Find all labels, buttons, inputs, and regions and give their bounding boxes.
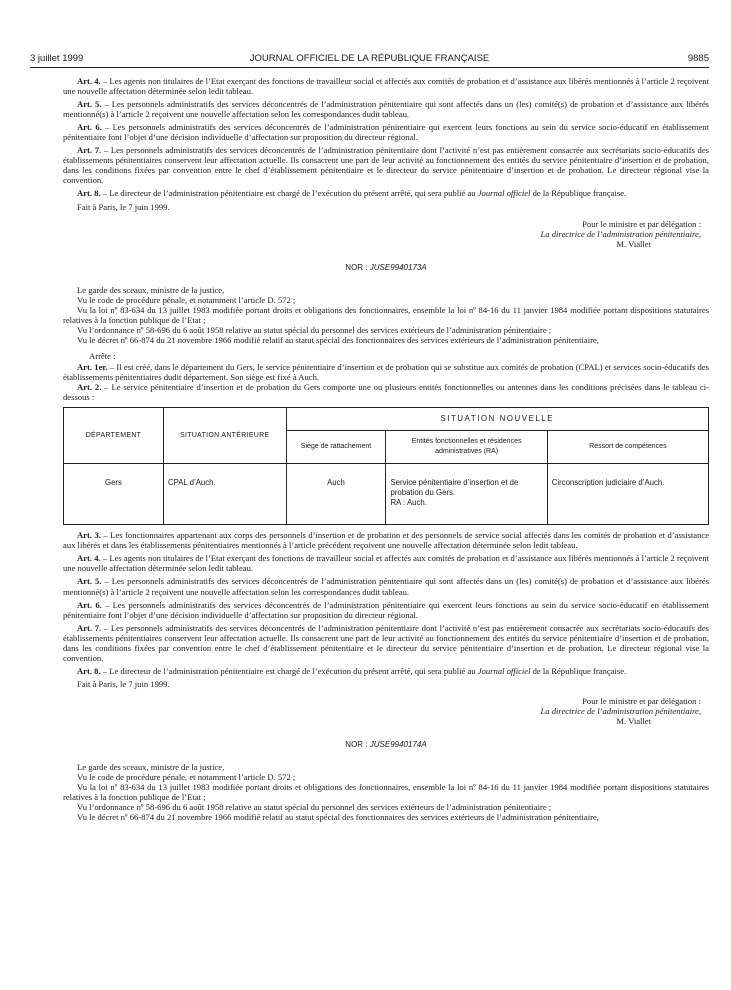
article-5: Art. 5. – Les personnels administratifs des services déconcentrés de l’administration pénitentiaire qui sont affectés dans un (les) comité(s) de probation et d’assistance aux libérés mentionné(s) à l’article 2 reçoivent une nouvelle affectation selon les correspondances dudit tableau. <box>63 99 710 120</box>
article-3: Art. 3. – Les fonctionnaires appartenant aux corps des personnels d’insertion et de probation et des personnels de service social affectés dans les comités de probation et d’assistance aux libérés et dans les établissements pénitentiaires mentionnés à l’article précédent reçoivent une nouvelle affectation déterminée selon ledit tableau. <box>63 530 710 551</box>
col-entites: Entités fonctionnelles et résidences administratives (RA) <box>386 431 547 464</box>
visa-ordonnance: Vu l’ordonnance nº 58-696 du 6 août 1958 relative au statut spécial du personnel des services extérieurs de l’administration pénitentiaire ; <box>77 802 552 813</box>
situation-table <box>63 407 709 525</box>
visa-minister: Le garde des sceaux, ministre de la justice, <box>77 762 225 773</box>
col-situation-nouvelle: SITUATION NOUVELLE <box>286 408 708 431</box>
arrete-heading: Arrête : <box>89 351 116 362</box>
cell-ressort: Circonscription judiciaire d’Auch. <box>547 464 708 525</box>
article-1: Art. 1er. – Il est créé, dans le département du Gers, le service pénitentiaire d’insertion et de probation qui se substitue aux comités de probation (CPAL) et services socio-éducatifs des établissements pénitentiaires dudit département. Son siège est fixé à Auch. <box>63 362 710 383</box>
header-rule <box>30 67 709 68</box>
signature-date: Fait à Paris, le 7 juin 1999. <box>77 201 170 212</box>
header-page-number: 9885 <box>687 53 709 64</box>
visa-loi: Vu la loi nº 83-634 du 13 juillet 1983 modifiée portant droits et obligations des fonctionnaires, ensemble la loi nº 84-16 du 11 janvier 1984 modifiée portant dispositions statutaires relatives à la fonction publique de l’Etat ; <box>63 304 709 325</box>
article-4: Art. 4. – Les agents non titulaires de l’Etat exerçant des fonctions de travailleur social et affectés aux comités de probation et d’assistance aux libérés mentionnés à l’article 2 reçoivent une nouvelle affectation déterminée selon ledit tableau. <box>63 553 710 574</box>
col-departement: DÉPARTEMENT <box>64 408 164 464</box>
cell-siege: Auch <box>286 464 386 525</box>
signature-block: Pour le ministre et par délégation : La directrice de l’administration pénitentiaire, M. Viallet <box>63 219 709 249</box>
visa-ordonnance: Vu l’ordonnance nº 58-696 du 6 août 1958 relative au statut spécial du personnel des services extérieurs de l’administration pénitentiaire ; <box>77 324 552 335</box>
col-siege: Siège de rattachement <box>286 431 386 464</box>
nor-reference: NOR : JUSE9940174A <box>345 740 427 750</box>
cell-departement: Gers <box>64 464 164 525</box>
document-body <box>63 70 709 822</box>
page-header <box>30 53 709 67</box>
signatory-name: M. Viallet <box>616 238 651 249</box>
visa-loi: Vu la loi nº 83-634 du 13 juillet 1983 modifiée portant droits et obligations des fonctionnaires, ensemble la loi nº 84-16 du 11 janvier 1984 modifiée portant dispositions statutaires relatives à la fonction publique de l’Etat ; <box>63 782 709 803</box>
visa-code: Vu le code de procédure pénale, et notamment l’article D. 572 ; <box>77 294 296 305</box>
col-situation-anterieure: SITUATION ANTÉRIEURE <box>163 408 286 464</box>
nor-reference: NOR : JUSE9940173A <box>345 262 427 272</box>
col-ressort: Ressort de compétences <box>547 431 708 464</box>
article-8: Art. 8. – Le directeur de l’administration pénitentiaire est chargé de l’exécution du présent arrêté, qui sera publié au Journal officiel de la République française. <box>77 188 627 199</box>
header-date: 3 juillet 1999 <box>30 53 84 64</box>
visa-decret: Vu le décret nº 66-874 du 21 novembre 1966 modifié relatif au statut spécial des fonctionnaires des services extérieurs de l’administration pénitentiaire, <box>77 812 599 823</box>
article-5: Art. 5. – Les personnels administratifs des services déconcentrés de l’administration pénitentiaire qui sont affectés dans un (les) comité(s) de probation et d’assistance aux libérés mentionné(s) à l’article 2 reçoivent une nouvelle affectation selon les correspondances dudit tableau. <box>63 576 710 597</box>
visa-decret: Vu le décret nº 66-874 du 21 novembre 1966 modifié relatif au statut spécial des fonctionnaires des services extérieurs de l’administration pénitentiaire, <box>77 334 599 345</box>
article-8: Art. 8. – Le directeur de l’administration pénitentiaire est chargé de l’exécution du présent arrêté, qui sera publié au Journal officiel de la République française. <box>77 665 627 676</box>
signatory-name: M. Viallet <box>616 716 651 727</box>
cell-anterieure: CPAL d’Auch. <box>163 464 286 525</box>
cell-entites: Service pénitentiaire d’insertion et de probation du Gers. RA : Auch. <box>386 464 547 525</box>
table-row <box>64 464 709 525</box>
article-6: Art. 6. – Les personnels administratifs des services déconcentrés de l’administration pénitentiaire qui exercent leurs fonctions au sein du service socio-éducatif en établissement pénitentiaire font l’objet d’une décision individuelle d’affectation sur proposition du directeur régional. <box>63 599 709 620</box>
article-6: Art. 6. – Les personnels administratifs des services déconcentrés de l’administration pénitentiaire qui exercent leurs fonctions au sein du service socio-éducatif en établissement pénitentiaire font l’objet d’une décision individuelle d’affectation sur proposition du directeur régional. <box>63 122 709 143</box>
article-7: Art. 7. – Les personnels administratifs des services déconcentrés de l’administration pénitentiaire dont l’activité n’est pas entièrement consacrée aux secrétariats socio-éducatifs des établissements pénitentiaires conservent leur affectation actuelle. Ils consacrent une part de leur activité au fonctionnement des entités du service pénitentiaire d’insertion et de probation, dans les conditions fixées par convention entre le chef d’établissement pénitentiaire et le directeur du service pénitentiaire d’insertion et de probation. Le directeur régional vise la convention. <box>63 622 709 663</box>
article-4: Art. 4. – Les agents non titulaires de l’Etat exerçant des fonctions de travailleur social et affectés aux comités de probation et d’assistance aux libérés mentionnés à l’article 2 reçoivent une nouvelle affectation déterminée selon ledit tableau. <box>63 76 710 97</box>
signature-date: Fait à Paris, le 7 juin 1999. <box>77 678 170 689</box>
header-journal-title: JOURNAL OFFICIEL DE LA RÉPUBLIQUE FRANÇAISE <box>249 53 490 64</box>
article-7: Art. 7. – Les personnels administratifs des services déconcentrés de l’administration pénitentiaire dont l’activité n’est pas entièrement consacrée aux secrétariats socio-éducatifs des établissements pénitentiaires conservent leur affectation actuelle. Ils consacrent une part de leur activité au fonctionnement des entités du service pénitentiaire d’insertion et de probation, dans les conditions fixées par convention entre le chef d’établissement pénitentiaire et le directeur du service pénitentiaire d’insertion et de probation. Le directeur régional vise la convention. <box>63 145 709 186</box>
signature-block: Pour le ministre et par délégation : La directrice de l’administration pénitentiaire, M. Viallet <box>63 696 709 726</box>
visa-minister: Le garde des sceaux, ministre de la justice, <box>77 284 225 295</box>
visa-code: Vu le code de procédure pénale, et notamment l’article D. 572 ; <box>77 772 296 783</box>
article-2: Art. 2. – Le service pénitentiaire d’insertion et de probation du Gers comporte une ou plusieurs entités fonctionnelles ou antennes dans les conditions précisées dans le tableau ci-dessous : <box>63 382 710 403</box>
